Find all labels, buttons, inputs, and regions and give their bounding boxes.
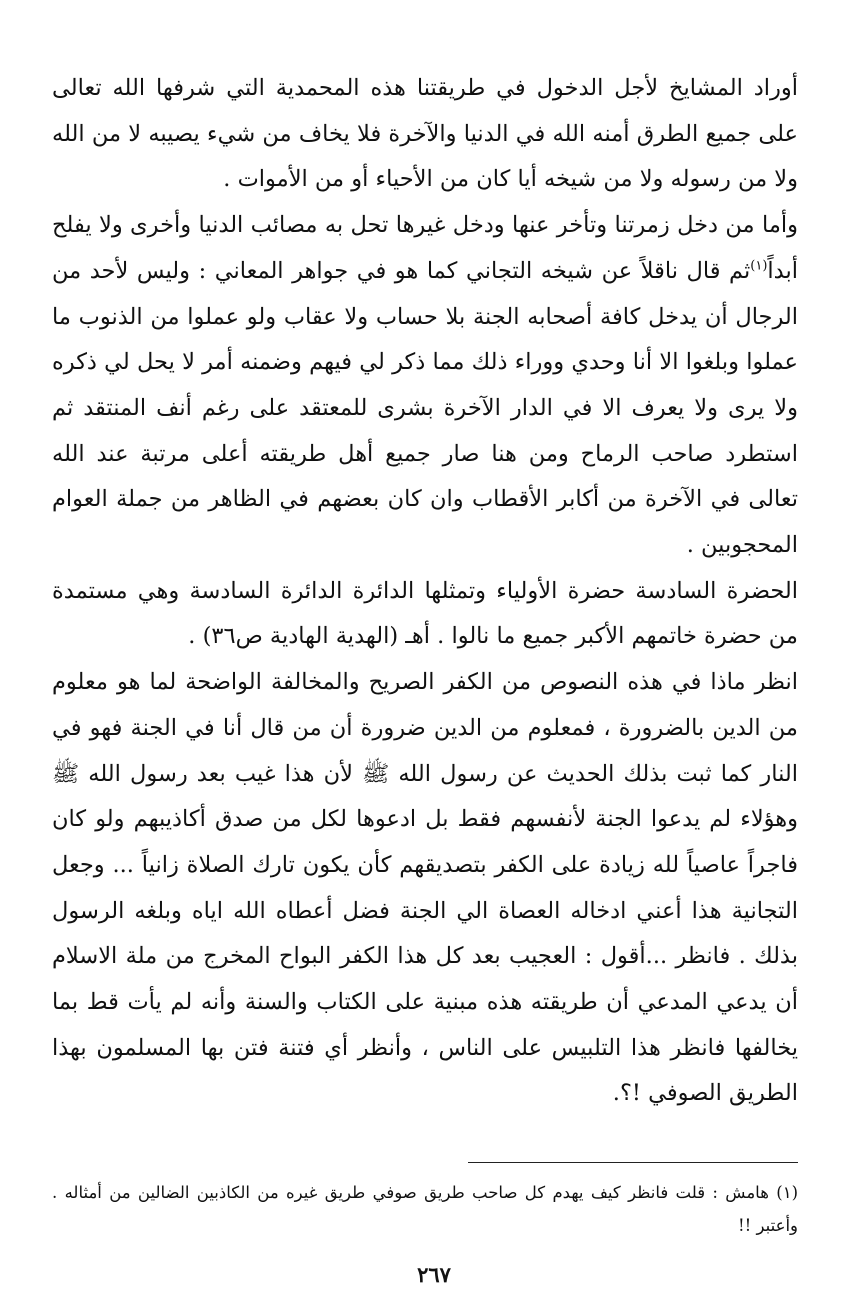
- main-text: [52, 66, 798, 1117]
- paragraph-2-continuation: ثم قال ناقلاً عن شيخه التجاني كما هو في جواهر المعاني : وليس لأحد من الرجال أن يدخل كافة أصحابه الجنة بلا حساب ولا عقاب ولو عملوا من الذنوب ما عملوا وبلغوا الا أنا وحدي ووراء ذلك مما ذكر لي فيهم وضمنه أمر لا يحل لي ذكره ولا يرى ولا يعرف الا في الدار الآخرة بشرى للمعتقد على رغم أنف المنتقد ثم استطرد صاحب الرماح ومن هنا صار جميع أهل طريقته أعلى مرتبة عند الله تعالى في الآخرة من أكابر الأقطاب وان كان بعضهم في الظاهر من جملة العوام المحجوبين .: [52, 257, 798, 559]
- paragraph-2-text: وأما من دخل زمرتنا وتأخر عنها ودخل غيرها تحل به مصائب الدنيا وأخرى ولا يفلح أبداً: [52, 212, 798, 284]
- paragraph-2: [52, 203, 798, 569]
- footnote-marker: (١): [750, 258, 768, 274]
- paragraph-3: الحضرة السادسة حضرة الأولياء وتمثلها الدائرة الدائرة السادسة وهي مستمدة من حضرة خاتمهم الأكبر جميع ما نالوا . أهـ (الهدية الهادية ص٣٦) .: [52, 577, 798, 650]
- paragraph-4: انظر ماذا في هذه النصوص من الكفر الصريح والمخالفة الواضحة لما هو معلوم من الدين بالضرورة ، فمعلوم من الدين ضرورة أن من قال أنا في الجنة فهو في النار كما ثبت بذلك الحديث عن رسول الله ﷺ لأن هذا غيب بعد رسول الله ﷺ وهؤلاء لم يدعوا الجنة لأنفسهم فقط بل ادعوها لكل من صدق أكاذيبهم ولو كان فاجراً عاصياً لله زيادة على الكفر بتصديقهم كأن يكون تارك الصلاة زانياً ... وجعل التجانية هذا أعني ادخاله العصاة الي الجنة فضل أعطاه الله اياه وبلغه الرسول بذلك . فانظر ...أقول : العجيب بعد كل هذا الكفر البواح المخرج من ملة الاسلام أن يدعي المدعي أن طريقته هذه مبنية على الكتاب والسنة وأنه لم يأت قط بما يخالفها فانظر هذا التلبيس على الناس ، وأنظر أي فتنة فتن بها المسلمون بهذا الطريق الصوفي !؟.: [52, 669, 799, 1107]
- footnote-separator: [468, 1162, 798, 1163]
- paragraph-1: أوراد المشايخ لأجل الدخول في طريقتنا هذه المحمدية التي شرفها الله تعالى على جميع الطرق أمنه الله في الدنيا والآخرة فلا يخاف من شيء يصيبه لا من الله ولا من رسوله ولا من شيخه أيا كان من الأحياء أو من الأموات .: [52, 75, 798, 193]
- footnote: (١) هامش : قلت فانظر كيف يهدم كل صاحب طريق صوفي طريق غيره من الكاذبين الضالين من أمثاله . وأعتبر !!: [52, 1183, 798, 1235]
- page-number: ٢٦٧: [417, 1262, 451, 1287]
